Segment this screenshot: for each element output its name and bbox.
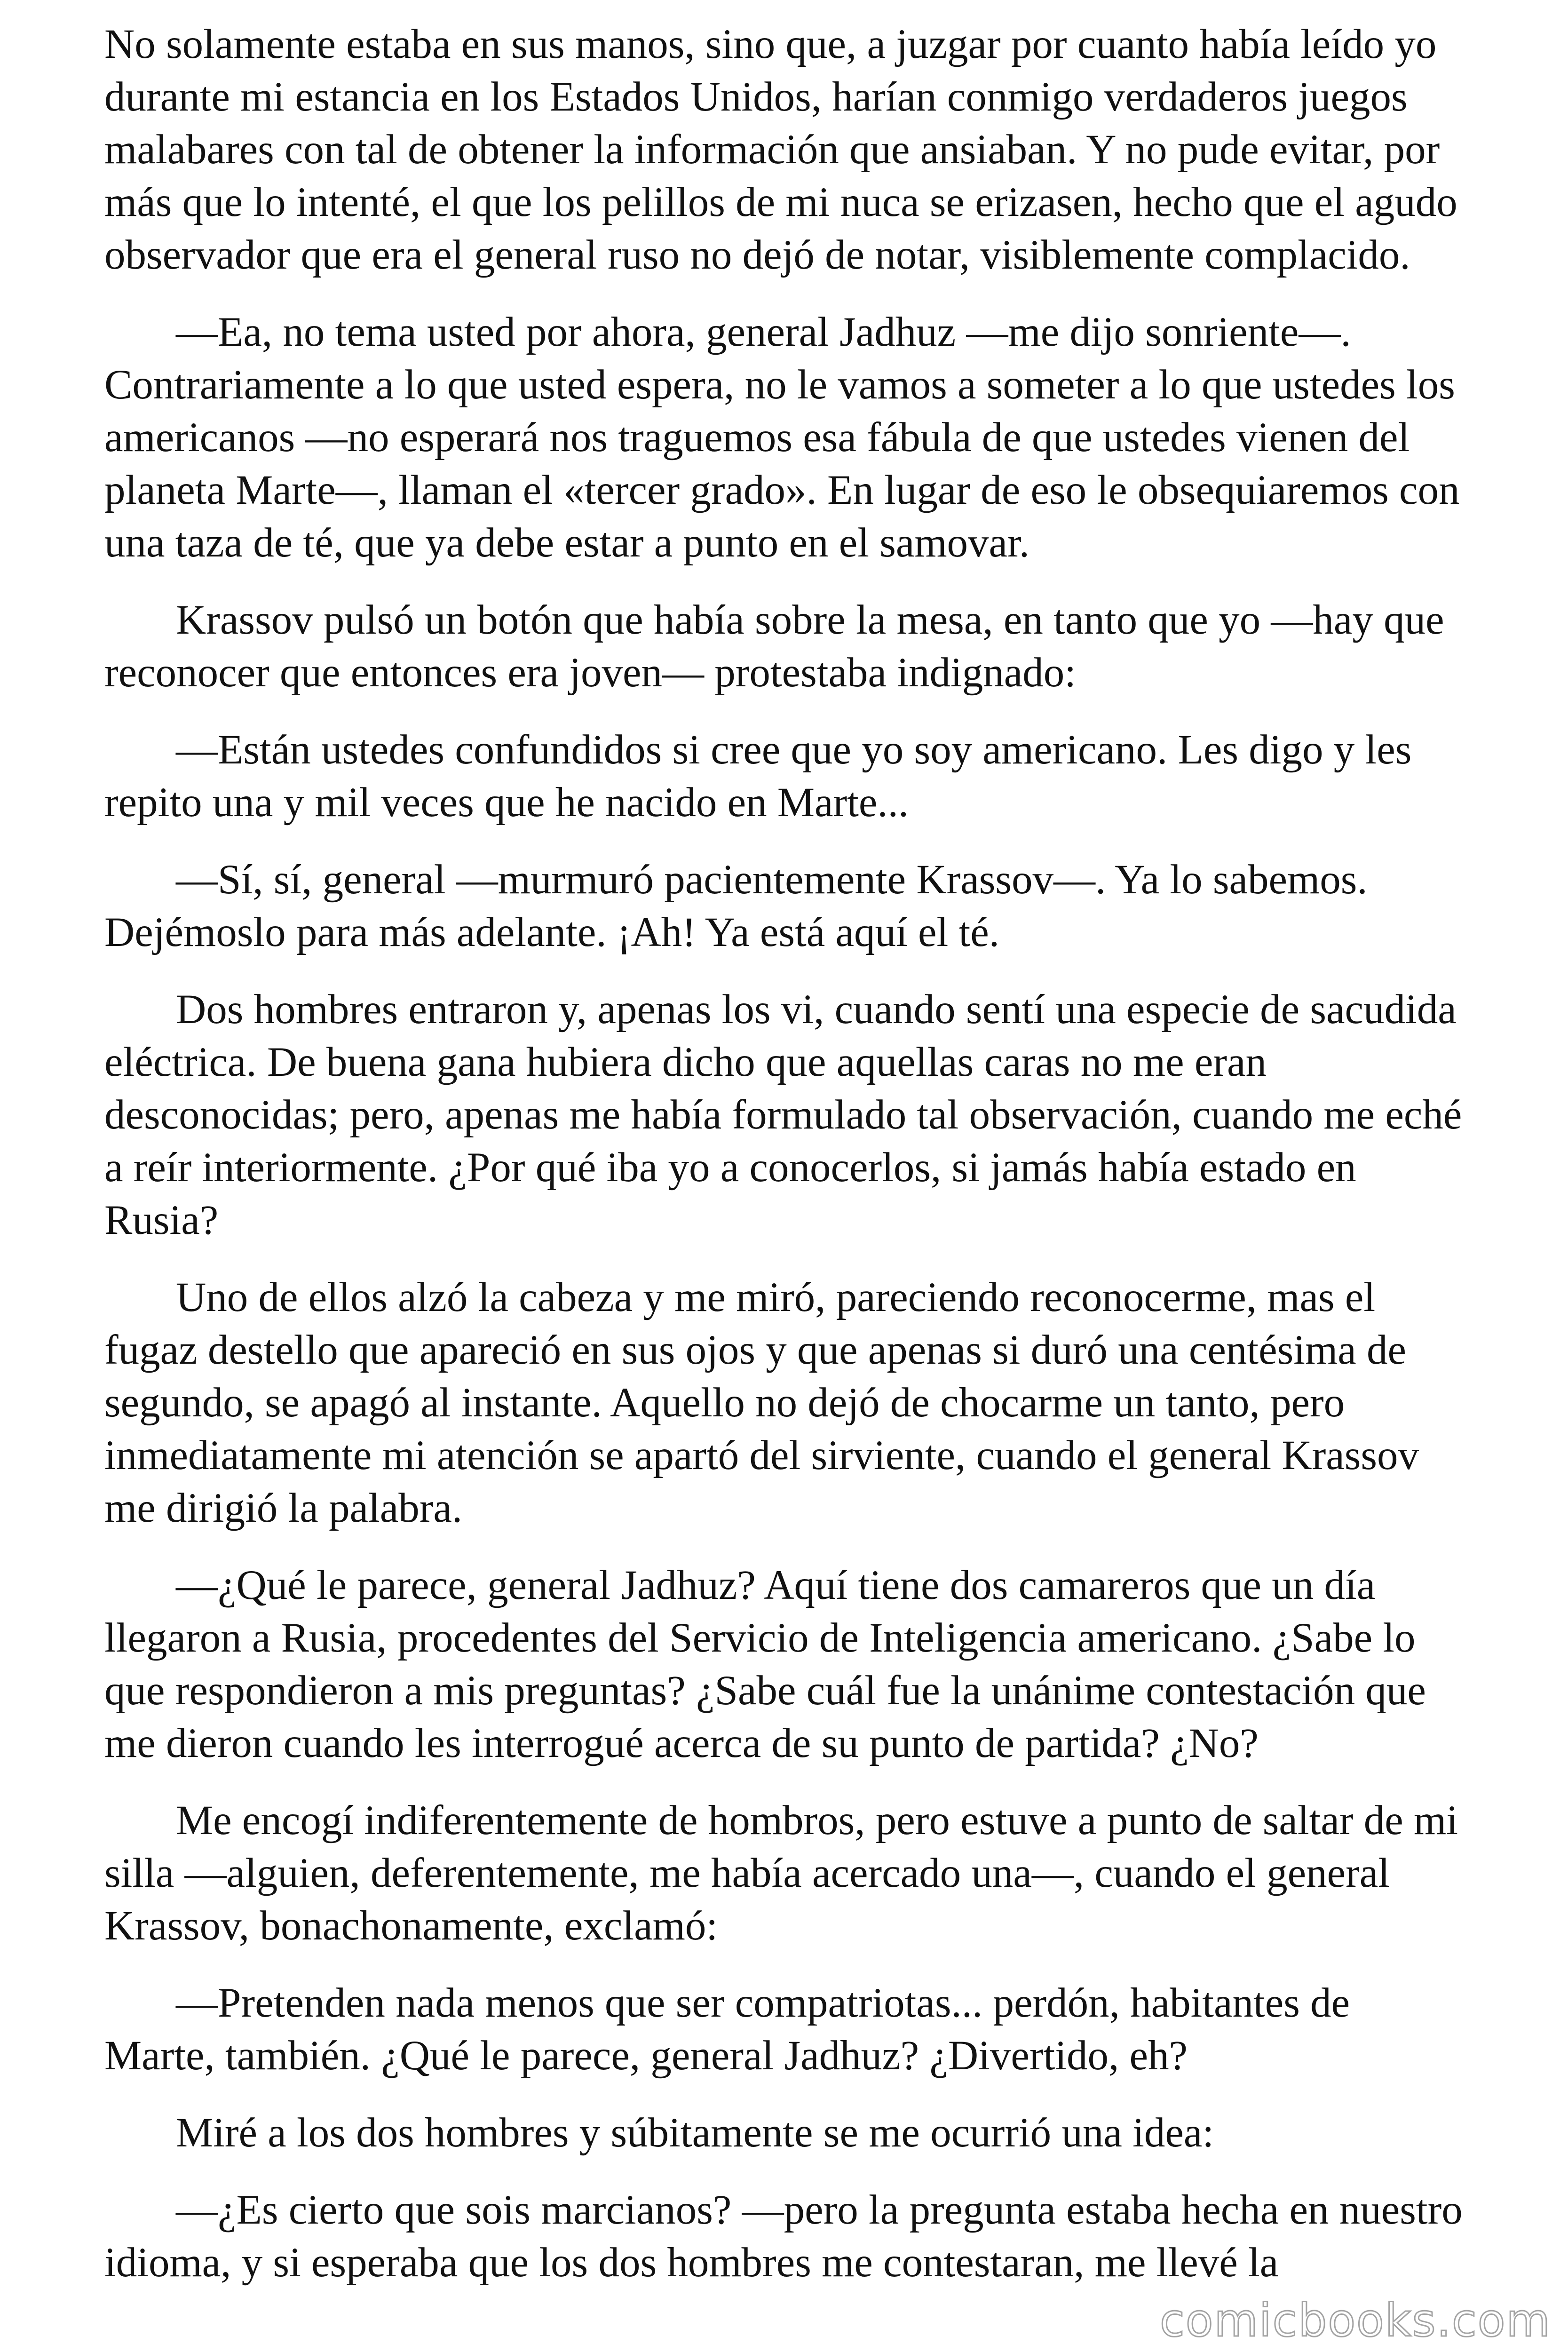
paragraph-9: Me encogí indiferentemente de hombros, pero estuve a punto de saltar de mi silla —alguien, deferentemente, me había acercado una—, cuando el general Krassov, bonachonamente, exclamó:	[104, 1797, 1458, 1949]
watermark-logo: comicbooks.com	[1159, 2294, 1551, 2347]
paragraph-12: —¿Es cierto que sois marcianos? —pero la pregunta estaba hecha en nuestro idioma, y si esperaba que los dos hombres me contestaran, me llevé la	[104, 2187, 1463, 2286]
paragraph-7: Uno de ellos alzó la cabeza y me miró, pareciendo reconocerme, mas el fugaz destello que apareció en sus ojos y que apenas si duró una centésima de segundo, se apagó al instante. Aquello no dejó de chocarme un tanto, pero inmediatamente mi atención se apartó del sirviente, cuando el general Krassov me dirigió la palabra.	[104, 1274, 1419, 1531]
paragraph-11: Miré a los dos hombres y súbitamente se me ocurrió una idea:	[176, 2110, 1214, 2156]
paragraph-6: Dos hombres entraron y, apenas los vi, cuando sentí una especie de sacudida eléctrica. De buena gana hubiera dicho que aquellas caras no me eran desconocidas; pero, apenas me había formulado tal observación, cuando me eché a reír interiormente. ¿Por qué iba yo a conocerlos, si jamás había estado en Rusia?	[104, 986, 1462, 1243]
paragraph-8: —¿Qué le parece, general Jadhuz? Aquí tiene dos camareros que un día llegaron a Rusia, procedentes del Servicio de Inteligencia americano. ¿Sabe lo que respondieron a mis preguntas? ¿Sabe cuál fue la unánime contestación que me dieron cuando les interrogué acerca de su punto de partida? ¿No?	[104, 1562, 1426, 1766]
paragraph-1: No solamente estaba en sus manos, sino que, a juzgar por cuanto había leído yo durante mi estancia en los Estados Unidos, harían conmigo verdaderos juegos malabares con tal de obtener la información que ansiaban. Y no pude evitar, por más que lo intenté, el que los pelillos de mi nuca se erizasen, hecho que el agudo observador que era el general ruso no dejó de notar, visiblemente complacido.	[104, 21, 1457, 278]
paragraph-3: Krassov pulsó un botón que había sobre la mesa, en tanto que yo —hay que reconocer que entonces era joven— protestaba indignado:	[104, 597, 1444, 696]
paragraph-2: —Ea, no tema usted por ahora, general Jadhuz —me dijo sonriente—. Contrariamente a lo que usted espera, no le vamos a someter a lo que ustedes los americanos —no esperará nos traguemos esa fábula de que ustedes vienen del planeta Marte—, llaman el «tercer grado». En lugar de eso le obsequiaremos con una taza de té, que ya debe estar a punto en el samovar.	[104, 309, 1460, 566]
paragraph-4: —Están ustedes confundidos si cree que yo soy americano. Les digo y les repito una y mil veces que he nacido en Marte...	[104, 727, 1412, 826]
paragraph-10: —Pretenden nada menos que ser compatriotas... perdón, habitantes de Marte, también. ¿Qué le parece, general Jadhuz? ¿Divertido, eh?	[104, 1980, 1350, 2079]
paragraph-5: —Sí, sí, general —murmuró pacientemente Krassov—. Ya lo sabemos. Dejémoslo para más adelante. ¡Ah! Ya está aquí el té.	[104, 857, 1368, 955]
document-page	[104, 18, 1468, 2289]
